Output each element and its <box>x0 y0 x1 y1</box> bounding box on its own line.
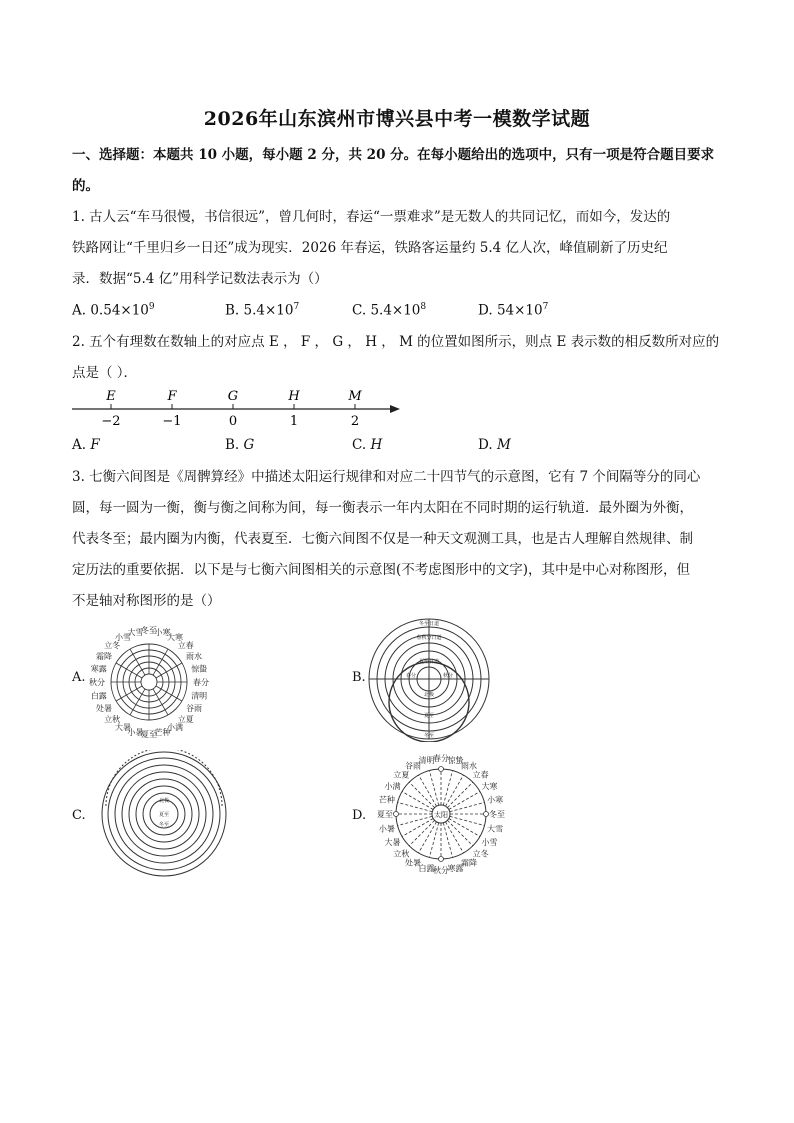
arrow-right-icon <box>390 405 400 413</box>
ring-label: 北极 <box>423 692 435 698</box>
q1-text-line: 录．数据“5.4 亿”用科学记数法表示为（） <box>72 271 328 287</box>
tick-label: 2 <box>350 414 360 429</box>
solar-term-label: 清明 <box>418 755 435 765</box>
solar-term-label: 小雪 <box>115 633 131 642</box>
spoke-line <box>447 820 472 845</box>
q3-text-line: 圆，每一圆为一衡，衡与衡之间称为间，每一衡表示一年内太阳在不同时期的运行轨道．最外圈为外衡， <box>72 500 693 516</box>
option-exponent: 7 <box>293 302 300 312</box>
spoke-line <box>450 816 485 825</box>
solar-term-label: 谷雨 <box>186 704 202 713</box>
option-value: G <box>243 437 255 453</box>
option-exponent: 9 <box>148 302 155 312</box>
solar-term-label: 霜降 <box>461 858 477 868</box>
solar-term-label: 小寒 <box>487 795 504 805</box>
solar-term-label: 小暑 <box>378 824 395 834</box>
solar-term-label: 芒种 <box>378 795 395 805</box>
q2-option-d[interactable] <box>478 437 511 453</box>
number-line-figure <box>68 384 408 430</box>
solar-term-label: 冬至 <box>141 626 157 635</box>
solar-term-label: 寒露 <box>447 864 464 874</box>
option-label: A. <box>72 302 87 319</box>
axis-label: 秋分 <box>442 673 454 679</box>
spoke-line <box>429 823 438 858</box>
solar-term-label: 立冬 <box>472 849 489 859</box>
solar-term-label: 小满 <box>167 723 183 732</box>
solar-term-label: 雨水 <box>186 652 202 661</box>
figure-d-label[interactable]: D. <box>352 808 367 823</box>
tick-label: 1 <box>289 414 299 429</box>
solar-term-label: 春分 <box>433 754 449 763</box>
q1-option-b[interactable] <box>225 302 299 319</box>
section-heading-cont: 的。 <box>72 178 99 194</box>
solar-term-label: 秋分 <box>433 866 449 875</box>
solar-term-label: 惊蛰 <box>447 755 464 765</box>
figure-a-diagram[interactable] <box>84 620 214 740</box>
solar-term-label: 小雪 <box>481 838 498 847</box>
solar-term-label: 雨水 <box>461 761 477 771</box>
option-label: B. <box>225 437 240 453</box>
solar-term-label: 处暑 <box>405 858 421 868</box>
q2-option-b[interactable] <box>225 437 254 453</box>
solar-term-label: 夏至 <box>141 730 157 739</box>
spoke-line <box>419 822 437 853</box>
spoke-line <box>402 819 433 837</box>
spoke-line <box>450 802 485 811</box>
spoke-line <box>409 782 434 807</box>
axis-label: 春分 <box>405 673 417 679</box>
solar-term-label: 白露 <box>90 691 107 701</box>
point-label-f: F <box>167 389 177 404</box>
tick-label: −1 <box>162 414 182 429</box>
solar-term-label: 小寒 <box>154 627 171 637</box>
spoke-line <box>409 820 434 845</box>
option-label: B. <box>225 302 240 319</box>
center-label: 冬至 <box>158 822 170 828</box>
spoke-line <box>398 816 433 825</box>
q1-text-line: 铁路网让“千里归乡一日还”成为现实．2026 年春运，铁路客运量约 5.4 亿人次，峰值刷新了历史纪 <box>72 240 668 256</box>
node-marker <box>439 857 444 862</box>
solar-term-label: 立冬 <box>104 641 121 651</box>
q1-option-d[interactable] <box>478 302 548 319</box>
ring <box>141 674 157 690</box>
point-label-m: M <box>348 389 362 404</box>
spoke-line <box>449 792 480 810</box>
solar-term-label: 芒种 <box>154 728 171 738</box>
solar-term-label: 霜降 <box>96 652 112 661</box>
solar-term-label: 立夏 <box>177 714 194 724</box>
axis-label: 冬至 <box>423 733 435 739</box>
axis-label: 夏至 <box>423 713 435 719</box>
solar-term-label: 立夏 <box>393 770 410 780</box>
solar-term-label: 立秋 <box>393 849 410 859</box>
spoke-line <box>443 771 452 806</box>
option-value: M <box>496 437 511 453</box>
spoke-line <box>429 771 438 806</box>
option-label: A. <box>72 437 87 453</box>
spoke-line <box>443 823 452 858</box>
q3-text-line: 定历法的重要依据．以下是与七衡六间图相关的示意图(不考虑图形中的文字)，其中是中心对称图形，但 <box>72 562 691 578</box>
option-value: 54×10 <box>496 302 543 319</box>
solar-term-label: 大寒 <box>481 782 498 791</box>
page-title: 2026年山东滨州市博兴县中考一模数学试题 <box>203 108 591 130</box>
q1-option-c[interactable] <box>352 302 426 319</box>
option-value: 5.4×10 <box>243 302 294 319</box>
solar-term-label: 大雪 <box>487 824 504 834</box>
solar-term-label: 大雪 <box>127 627 144 637</box>
figure-a-label[interactable]: A. <box>72 670 86 685</box>
solar-term-label: 小满 <box>384 782 401 791</box>
q1-text-line: 1. 古人云“车马很慢，书信很远”，曾几何时，春运“一票难求”是无数人的共同记忆，而如今，发达的 <box>72 209 671 225</box>
option-value: F <box>90 437 100 453</box>
q2-option-a[interactable] <box>72 437 100 453</box>
solar-term-label: 小暑 <box>127 728 144 738</box>
solar-term-label: 大暑 <box>115 723 131 732</box>
solar-term-label: 清明 <box>191 691 208 701</box>
solar-term-label: 立春 <box>472 770 489 780</box>
q3-text-line: 代表冬至；最内圈为内衡，代表夏至．七衡六间图不仅是一种天文观测工具，也是古人理解自然规律、制 <box>72 531 693 547</box>
option-exponent: 8 <box>420 302 427 312</box>
option-label: D. <box>478 302 493 319</box>
option-label: C. <box>352 302 367 319</box>
option-exponent: 7 <box>542 302 549 312</box>
solar-term-label: 谷雨 <box>405 761 421 771</box>
option-value: 0.54×10 <box>90 302 149 319</box>
spoke-line <box>398 802 433 811</box>
point-label-e: E <box>106 389 116 404</box>
option-label: D. <box>478 437 493 453</box>
figure-b-diagram[interactable] <box>366 616 492 742</box>
spoke-line <box>402 792 433 810</box>
solar-term-label: 白露 <box>418 864 435 874</box>
tick-label: 0 <box>228 414 238 429</box>
solar-term-label: 春分 <box>193 678 209 687</box>
q2-text-line: 2. 五个有理数在数轴上的对应点 E ， F ， G ， H ， M 的位置如图所示，则点 E 表示数的相反数所对应的 <box>72 334 720 350</box>
solar-term-label: 冬至 <box>489 810 505 819</box>
solar-term-label: 夏至 <box>377 810 393 819</box>
q2-option-c[interactable] <box>352 437 382 453</box>
figure-b-label[interactable]: B. <box>352 670 366 685</box>
solar-term-label: 秋分 <box>89 678 105 687</box>
option-value: 5.4×10 <box>370 302 421 319</box>
q1-option-a[interactable] <box>72 302 155 319</box>
solar-term-label: 大暑 <box>384 838 401 847</box>
center-label: 北极 <box>158 798 170 804</box>
tick-label: −2 <box>101 414 121 429</box>
q3-text-line: 3. 七衡六间图是《周髀算经》中描述太阳运行规律和对应二十四节气的示意图，它有 7 个间隔等分的同心 <box>72 469 701 485</box>
section-heading: 一、选择题：本题共 10 小题，每小题 2 分，共 20 分。在每小题给出的选项中，只有一项是符合题目要求 <box>72 147 715 163</box>
point-label-h: H <box>288 389 300 404</box>
solar-term-label: 寒露 <box>90 664 107 674</box>
solar-term-label: 大寒 <box>167 633 183 642</box>
spoke-line <box>449 819 480 837</box>
spoke-line <box>446 775 464 806</box>
solar-term-label: 惊蛰 <box>191 664 208 674</box>
node-marker <box>439 767 444 772</box>
solar-term-label: 立春 <box>177 641 194 651</box>
ring-label: 冬至日道 <box>418 621 440 627</box>
sun-label: 太阳 <box>434 811 448 819</box>
option-label: C. <box>352 437 367 453</box>
q3-text-line: 不是轴对称图形的是（） <box>72 593 221 609</box>
figure-c-diagram[interactable] <box>86 750 242 878</box>
spoke-line <box>447 782 472 807</box>
figure-d-diagram[interactable] <box>366 752 516 876</box>
point-label-g: G <box>227 389 239 404</box>
node-marker <box>394 812 399 817</box>
spoke-line <box>446 822 464 853</box>
q2-text-line: 点是（ ）． <box>72 365 138 381</box>
spoke-line <box>419 775 437 806</box>
center-label: 夏至 <box>158 812 170 818</box>
ring-label: 夏至日道 <box>418 659 440 665</box>
figure-c-label[interactable]: C. <box>72 808 86 823</box>
option-value: H <box>370 437 383 453</box>
solar-term-label: 处暑 <box>96 704 112 713</box>
solar-term-label: 立秋 <box>104 714 121 724</box>
node-marker <box>484 812 489 817</box>
ring-label: 春秋分日道 <box>416 635 442 641</box>
